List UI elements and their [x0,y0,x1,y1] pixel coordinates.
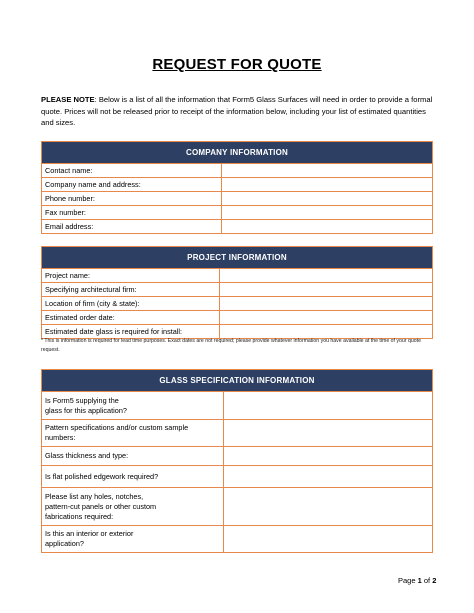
phone-number-label: Phone number: [42,192,222,206]
project-name-label: Project name: [42,269,220,283]
company-name-address-label: Company name and address: [42,178,222,192]
email-address-field[interactable] [222,220,433,234]
install-date-label: Estimated date glass is required for install: [42,325,220,339]
company-information-header: COMPANY INFORMATION [42,142,433,164]
fax-number-field[interactable] [222,206,433,220]
page-number [398,576,436,585]
custom-fabrications-field[interactable] [224,488,433,526]
table-row [42,311,433,325]
phone-number-field[interactable] [222,192,433,206]
table-row [42,192,433,206]
edgework-label: Is flat polished edgework required? [42,466,224,488]
edgework-field[interactable] [224,466,433,488]
application-type-field[interactable] [224,526,433,553]
project-information-header: PROJECT INFORMATION [42,247,433,269]
note-label: PLEASE NOTE [41,95,95,104]
table-row [42,392,433,420]
page-total: 2 [432,576,437,585]
glass-supply-field[interactable] [224,392,433,420]
page-middle: of [421,576,433,585]
order-date-field[interactable] [220,311,433,325]
table-row [42,447,433,466]
architectural-firm-field[interactable] [220,283,433,297]
table-row [42,420,433,447]
table-row [42,220,433,234]
note-text: : Below is a list of all the information that Form5 Glass Surfaces will need in order to provide a formal quote. Prices will not be released prior to receipt of the information below, including your list of estimated quantities and sizes. [41,95,433,127]
please-note [41,94,437,129]
order-date-label: Estimated order date: [42,311,220,325]
fax-number-label: Fax number: [42,206,222,220]
glass-thickness-label: Glass thickness and type: [42,447,224,466]
table-row [42,178,433,192]
lead-time-footnote: * This is information is required for lead time purposes. Exact dates are not required; please provide whatever information you have available at the time of your quote request. [41,338,421,353]
table-row [42,297,433,311]
glass-thickness-field[interactable] [224,447,433,466]
table-row [42,526,433,553]
pattern-specifications-label: Pattern specifications and/or custom sample numbers: [42,420,224,447]
table-row [42,283,433,297]
email-address-label: Email address: [42,220,222,234]
pattern-specifications-field[interactable] [224,420,433,447]
firm-location-field[interactable] [220,297,433,311]
architectural-firm-label: Specifying architectural firm: [42,283,220,297]
contact-name-label: Contact name: [42,164,222,178]
company-information-table [41,141,433,234]
glass-specification-table [41,369,433,553]
firm-location-label: Location of firm (city & state): [42,297,220,311]
application-type-label: Is this an interior or exterior application? [42,526,224,553]
table-row [42,164,433,178]
table-row [42,488,433,526]
project-name-field[interactable] [220,269,433,283]
glass-specification-header: GLASS SPECIFICATION INFORMATION [42,370,433,392]
contact-name-field[interactable] [222,164,433,178]
table-row [42,206,433,220]
document-title: REQUEST FOR QUOTE [152,56,322,73]
page-prefix: Page [398,576,418,585]
table-row [42,269,433,283]
project-information-table [41,246,433,339]
company-name-address-field[interactable] [222,178,433,192]
glass-supply-label: Is Form5 supplying the glass for this application? [42,392,224,420]
table-row [42,466,433,488]
custom-fabrications-label: Please list any holes, notches, pattern-cut panels or other custom fabrications required: [42,488,224,526]
page-current: 1 [417,576,422,585]
